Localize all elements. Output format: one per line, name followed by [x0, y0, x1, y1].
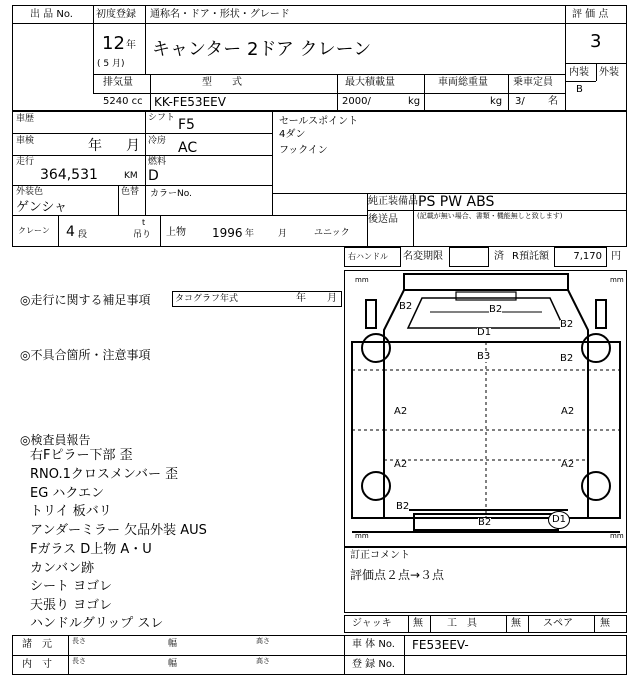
mark-a2: A2 — [394, 406, 408, 417]
height-label: 高さ — [256, 637, 270, 645]
width-label: 幅 — [168, 659, 178, 669]
recycle-value: 7,170 — [573, 251, 602, 262]
inspector-label: ◎検査員報告 — [20, 433, 91, 447]
year-value: 12 — [102, 33, 125, 54]
sales-label: セールスポイント — [279, 116, 359, 127]
mm-label: mm — [355, 276, 369, 284]
year-unit: 年 — [126, 40, 136, 51]
height-label: 高さ — [256, 657, 270, 665]
capacity-label: 乗車定員 — [513, 77, 553, 88]
sales-2: フックイン — [279, 145, 328, 156]
upper-year-unit: 年 — [245, 229, 255, 239]
shift-value: F5 — [178, 117, 195, 133]
fuel-value: D — [148, 168, 159, 184]
list-item: 天張り ヨゴレ — [30, 598, 113, 613]
fuel-label: 燃料 — [148, 157, 167, 167]
mm-label: mm — [610, 276, 624, 284]
list-item: RNO.1クロスメンバー 歪 — [30, 467, 179, 482]
tool-value: 無 — [511, 618, 521, 629]
interior-label: 内装 — [569, 67, 589, 78]
name-change-label: 名変期限 — [403, 251, 443, 262]
month-value: ( 5 月) — [97, 59, 125, 69]
crane-steps: 4 — [66, 224, 75, 240]
mark-b2: B2 — [560, 353, 574, 364]
model-value: KK-FE53EEV — [154, 95, 226, 109]
equipment-value: PS PW ABS — [418, 194, 495, 210]
list-item: トリイ 板バリ — [30, 504, 112, 519]
length-label: 長さ — [72, 657, 86, 665]
jack-value: 無 — [413, 618, 423, 629]
spare-value: 無 — [600, 618, 610, 629]
interior-grade: B — [576, 84, 583, 95]
mark-a2: A2 — [561, 459, 575, 470]
tax-label: 済 — [494, 251, 504, 262]
mileage-label: 走行 — [16, 157, 35, 167]
disp-label: 排気量 — [103, 77, 133, 88]
correction-label: 訂正コメント — [350, 550, 410, 561]
gvw-unit: kg — [490, 96, 503, 107]
inspection-label: 車検 — [16, 136, 35, 146]
equipment-label: 純正装備品 — [368, 196, 418, 207]
handle-label: 右ハンドル — [348, 252, 388, 261]
width-label: 幅 — [168, 639, 178, 649]
grade-label: 評 価 点 — [572, 9, 609, 20]
mark-b2: B2 — [560, 319, 574, 330]
list-item: カンバン跡 — [30, 561, 95, 576]
list-item: ハンドルグリップ スレ — [30, 616, 164, 631]
mark-b2: B2 — [489, 304, 503, 315]
mm-label: mm — [355, 532, 369, 540]
interior-dim-label: 内 寸 — [22, 659, 52, 670]
aircon-value: AC — [178, 140, 198, 156]
mark-a2: A2 — [394, 459, 408, 470]
list-item: EG ハクエン — [30, 486, 105, 501]
chassis-label: 車 体 No. — [352, 639, 395, 650]
capacity-unit: 名 — [548, 96, 558, 107]
gvw-label: 車両総重量 — [438, 77, 488, 88]
score: 3 — [590, 31, 602, 52]
shipping-label: 後送品 — [368, 214, 398, 225]
inspection-year: 年 — [88, 138, 102, 154]
jack-label: ジャッキ — [352, 618, 392, 629]
mark-b2: B2 — [396, 501, 410, 512]
crane-label: クレーン — [18, 226, 50, 235]
spare-label: スペア — [543, 618, 573, 629]
capacity-value: 3/ — [515, 96, 525, 107]
list-item: シート ヨゴレ — [30, 579, 113, 594]
exterior-label: 外装 — [599, 67, 619, 78]
max-load-value: 2000/ — [342, 96, 371, 107]
color-no-label: 色替 — [121, 187, 140, 197]
correction-value: 評価点２点→３点 — [350, 568, 445, 582]
disp-value: 5240 cc — [103, 96, 143, 107]
recycle-unit: 円 — [611, 251, 621, 262]
name-label: 通称名・ドア・形状・グレード — [150, 9, 290, 20]
upper-label: 上物 — [166, 227, 186, 238]
reg-label: 登 録 No. — [352, 659, 395, 670]
shift-label: シフト — [148, 113, 176, 123]
recycle-label: R預託額 — [512, 251, 549, 262]
defects-label: ◎不具合箇所・注意事項 — [20, 348, 151, 362]
specs-label: 諸 元 — [22, 639, 52, 650]
first-reg-label: 初度登録 — [96, 9, 136, 20]
mileage-unit: KM — [124, 171, 138, 181]
aircon-label: 冷房 — [148, 136, 167, 146]
upper-month-unit: 月 — [278, 229, 288, 239]
car-name: キャンター 2ドア クレーン — [152, 39, 372, 60]
mark-b2: B2 — [478, 517, 492, 528]
sales-1: 4ダン — [279, 129, 306, 140]
tacho-label: タコグラフ年式 — [175, 294, 239, 304]
truck-diagram-svg — [344, 270, 627, 547]
chassis-value: FE53EEV- — [412, 638, 469, 652]
mm-label: mm — [610, 532, 624, 540]
color-no-value: カラーNo. — [150, 189, 192, 199]
crane-t: t — [142, 218, 146, 227]
list-item: 右Fピラー下部 歪 — [30, 448, 133, 463]
mark-a2: A2 — [561, 406, 575, 417]
inspection-month: 月 — [126, 138, 140, 154]
upper-year: 1996 — [212, 226, 243, 240]
upper-maker: ユニック — [314, 228, 350, 238]
crane-hang: 吊り — [133, 230, 152, 240]
info-block — [12, 111, 627, 247]
history-label: 車歴 — [16, 114, 35, 124]
max-load-unit: kg — [408, 96, 421, 107]
color-label: 外装色 — [16, 187, 44, 197]
lot-no-label: 出 品 No. — [30, 9, 73, 20]
list-item: アンダーミラー 欠品外装 AUS — [30, 523, 207, 538]
driving-label: ◎走行に関する補足事項 — [20, 293, 151, 307]
list-item: Fガラス D上物 A・U — [30, 542, 152, 557]
mileage-value: 364,531 — [40, 167, 98, 183]
tacho-month: 月 — [327, 293, 337, 304]
color-value: ゲンシャ — [16, 200, 68, 215]
model-label: 型 式 — [202, 77, 242, 88]
max-load-label: 最大積載量 — [345, 77, 395, 88]
mark-d1: D1 — [477, 327, 492, 338]
length-label: 長さ — [72, 637, 86, 645]
tacho-year: 年 — [296, 293, 306, 304]
mark-b2: B2 — [399, 301, 413, 312]
tool-label: 工 具 — [447, 618, 477, 629]
mark-b3: B3 — [477, 351, 491, 362]
mark-d1: D1 — [551, 514, 567, 525]
crane-steps-unit: 段 — [78, 230, 88, 240]
shipping-note: (記載が無い場合、書類・機能無しと致します) — [417, 212, 563, 220]
